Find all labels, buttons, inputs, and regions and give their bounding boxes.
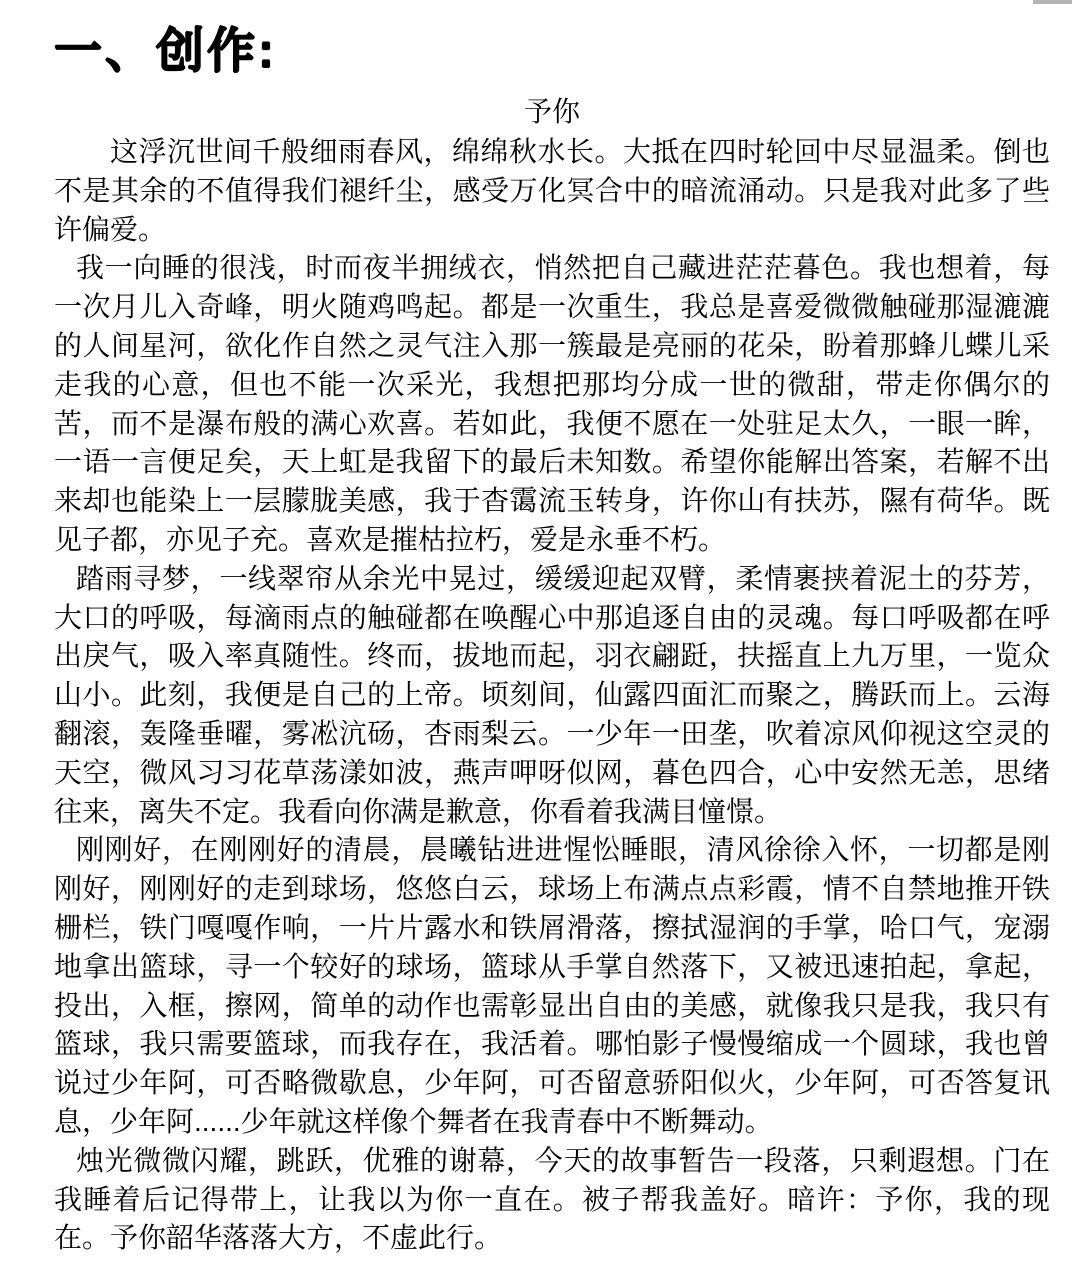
- poem-paragraph-2: 我一向睡的很浅，时而夜半拥绒衣，悄然把自己藏进茫茫暮色。我也想着，每一次月儿入奇峰，明火随鸡鸣起。都是一次重生，我总是喜爱微微触碰那湿漉漉的人间星河，欲化作自然之灵气注入那一簇最是亮丽的花朵，盼着那蜂儿蝶儿采走我的心意，但也不能一次采光，我想把那均分成一世的微甜，带走你偶尔的苦，而不是瀑布般的满心欢喜。若如此，我便不愿在一处驻足太久，一眼一眸，一语一言便足矣，天上虹是我留下的最后未知数。希望你能解出答案，若解不出来却也能染上一层朦胧美感，我于杳霭流玉转身，许你山有扶苏，隰有荷华。既见子都，亦见子充。喜欢是摧枯拉朽，爱是永垂不朽。: [54, 252, 1050, 555]
- poem-paragraph-1: 这浮沉世间千般细雨春风，绵绵秋水长。大抵在四时轮回中尽显温柔。倒也不是其余的不值得我们褪纤尘，感受万化冥合中的暗流涌动。只是我对此多了些许偏爱。: [54, 136, 1050, 245]
- top-right-scan-artifact: [1033, 0, 1072, 4]
- poem-paragraph-4: 刚刚好，在刚刚好的清晨，晨曦钻进进惺忪睡眼，清风徐徐入怀，一切都是刚刚好，刚刚好的走到球场，悠悠白云，球场上布满点点彩霞，情不自禁地推开铁栅栏，铁门嘎嘎作响，一片片露水和铁屑滑落，擦拭湿润的手掌，哈口气，宠溺地拿出篮球，寻一个较好的球场，篮球从手掌自然落下，又被迅速拍起，拿起，投出，入框，擦网，简单的动作也需彰显出自由的美感，就像我只是我，我只有篮球，我只需要篮球，而我存在，我活着。哪怕影子慢慢缩成一个圆球，我也曾说过少年阿，可否略微歇息，少年阿，可否留意骄阳似火，少年阿，可否答复讯息，少年阿......少年就这样像个舞者在我青春中不断舞动。: [54, 834, 1050, 1137]
- poem-paragraph-5: 烛光微微闪耀，跳跃，优雅的谢幕，今天的故事暂告一段落，只剩遐想。门在我睡着后记得带上，让我以为你一直在。被子帮我盖好。暗许：予你，我的现在。予你韶华落落大方，不虚此行。: [54, 1144, 1050, 1254]
- section-title: 一、创作:: [54, 25, 277, 78]
- poem-title: 予你: [523, 96, 580, 127]
- poem-paragraph-3: 踏雨寻梦，一线翠帘从余光中晃过，缓缓迎起双臂，柔情裹挟着泥土的芬芳，大口的呼吸，每滴雨点的触碰都在唤醒心中那追逐自由的灵魂。每口呼吸都在呼出戾气，吸入率真随性。终而，拔地而起，羽衣翩跹，扶摇直上九万里，一览众山小。此刻，我便是自己的上帝。顷刻间，仙露四面汇而聚之，腾跃而上。云海翻滚，轰隆垂曜，雾凇沆砀，杏雨梨云。一少年一田垄，吹着凉风仰视这空灵的天空，微风习习花草荡漾如波，燕声呷呀似网，暮色四合，心中安然无恙，思绪往来，离失不定。我看向你满是歉意，你看着我满目憧憬。: [54, 562, 1050, 827]
